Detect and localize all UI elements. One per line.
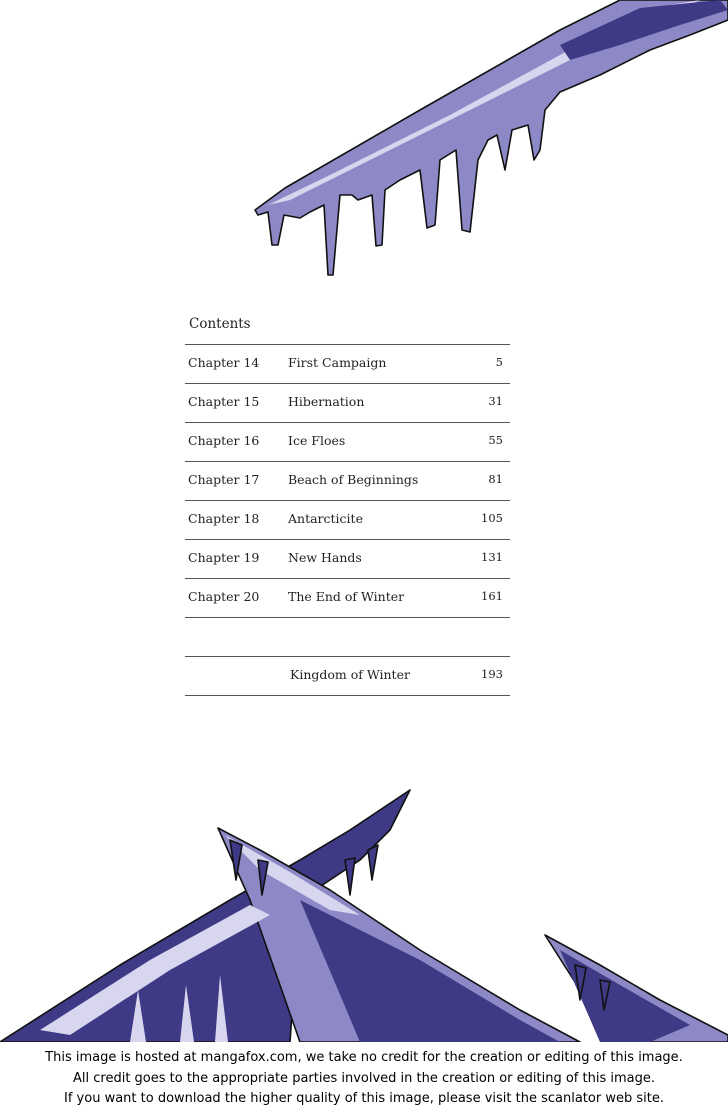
page-number: 193 <box>481 667 503 681</box>
chapter-title: Kingdom of Winter <box>290 667 410 682</box>
chapter-number: Chapter 20 <box>188 589 260 604</box>
chapter-title: First Campaign <box>288 355 387 370</box>
bottom-mountains <box>0 790 728 1042</box>
chapter-title: Antarcticite <box>288 511 363 526</box>
toc-entry[interactable] <box>185 578 510 618</box>
toc-entry[interactable] <box>185 344 510 382</box>
page-number: 31 <box>488 394 503 408</box>
page-number: 55 <box>488 433 503 447</box>
toc-entry[interactable] <box>185 500 510 538</box>
chapter-number: Chapter 19 <box>188 550 260 565</box>
page-number: 131 <box>481 550 503 564</box>
toc-entry[interactable] <box>185 383 510 421</box>
chapter-number: Chapter 18 <box>188 511 260 526</box>
page-number: 5 <box>495 355 503 369</box>
page-number: 81 <box>488 472 503 486</box>
chapter-title: Beach of Beginnings <box>288 472 419 487</box>
chapter-title: New Hands <box>288 550 362 565</box>
chapter-number: Chapter 15 <box>188 394 260 409</box>
contents-heading: Contents <box>189 316 251 332</box>
toc-entry-extra[interactable] <box>185 656 510 696</box>
top-icicle-branch <box>255 0 728 275</box>
hosting-notice <box>0 1042 728 1112</box>
toc-entry[interactable] <box>185 539 510 577</box>
chapter-number: Chapter 17 <box>188 472 260 487</box>
chapter-title: Ice Floes <box>288 433 346 448</box>
notice-line-3: If you want to download the higher quality of this image, please visit the scanlator web site. <box>64 1091 664 1106</box>
notice-line-2: All credit goes to the appropriate parties involved in the creation or editing of this image. <box>73 1070 655 1086</box>
chapter-title: Hibernation <box>288 394 365 409</box>
chapter-number: Chapter 14 <box>188 355 260 370</box>
page-number: 105 <box>481 511 503 525</box>
chapter-title: The End of Winter <box>288 589 405 604</box>
toc-entry[interactable] <box>185 422 510 460</box>
page-number: 161 <box>481 589 503 603</box>
toc-entry[interactable] <box>185 461 510 499</box>
chapter-number: Chapter 16 <box>188 433 260 448</box>
notice-line-1: This image is hosted at mangafox.com, we take no credit for the creation or editing of this image. <box>45 1050 683 1065</box>
